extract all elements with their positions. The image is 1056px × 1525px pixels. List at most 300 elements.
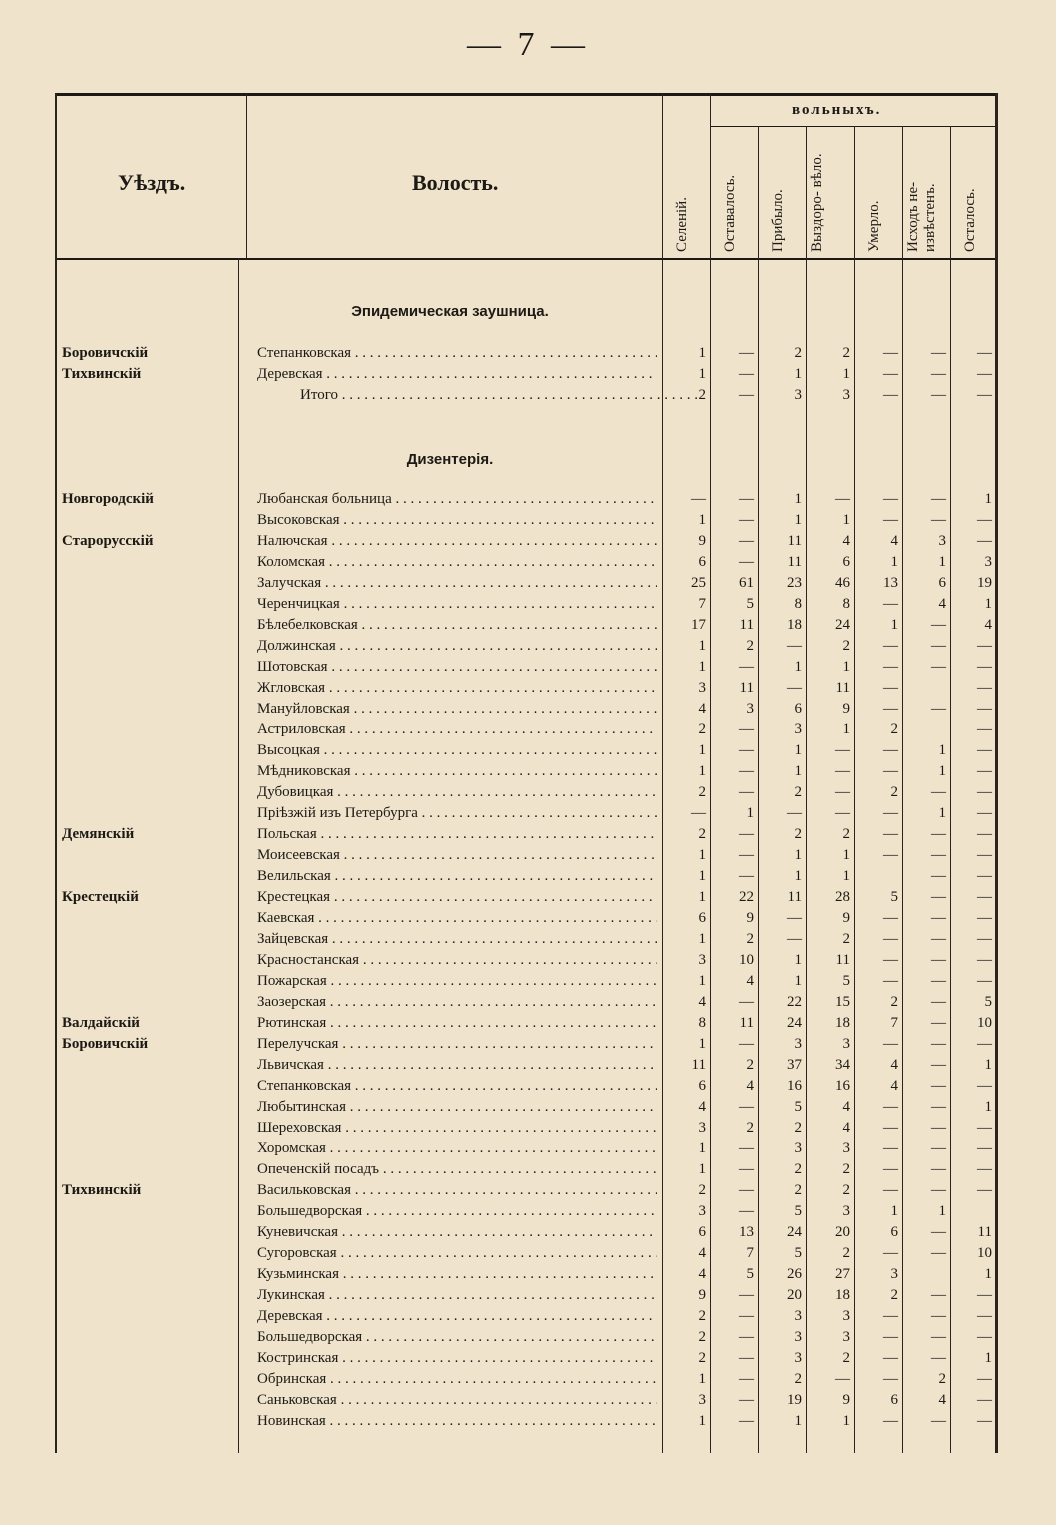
value-cell: 4 xyxy=(698,700,706,717)
value-cell: — xyxy=(977,1308,992,1325)
value-cell: 4 xyxy=(938,1391,946,1408)
value-cell: 6 xyxy=(842,553,850,570)
table-row xyxy=(0,1180,1056,1200)
table-row xyxy=(0,1411,1056,1431)
value-cell: 3 xyxy=(842,1140,850,1157)
value-cell: 11 xyxy=(691,1056,706,1073)
volost-cell: Высоковская . . . xyxy=(257,510,657,530)
value-cell: 24 xyxy=(835,616,850,633)
value-cell: — xyxy=(977,1140,992,1157)
table-row xyxy=(0,385,1056,405)
value-cell: — xyxy=(931,658,946,675)
value-cell: 6 xyxy=(890,1224,898,1241)
value-cell: — xyxy=(739,826,754,843)
value-cell: 2 xyxy=(890,993,898,1010)
value-cell: — xyxy=(739,658,754,675)
table-row xyxy=(0,992,1056,1012)
header-volost: Волость. xyxy=(412,170,499,195)
value-cell: — xyxy=(883,679,898,696)
value-cell: — xyxy=(977,345,992,361)
value-cell: — xyxy=(739,784,754,801)
value-cell: — xyxy=(977,1287,992,1304)
table-row xyxy=(0,1243,1056,1263)
volost-cell: Мѣдниковская . . . xyxy=(257,761,657,781)
value-cell: — xyxy=(883,365,898,382)
value-cell: — xyxy=(883,1119,898,1136)
header-col-arrived: Прибыло. xyxy=(770,189,786,252)
volost-cell: Мануйловская . . . xyxy=(257,699,657,719)
value-cell: — xyxy=(883,972,898,989)
value-cell: — xyxy=(883,637,898,654)
value-cell: 2 xyxy=(794,1119,802,1136)
value-cell: 2 xyxy=(842,1161,850,1178)
uezd-cell: Новгородскій xyxy=(62,491,154,507)
value-cell: — xyxy=(835,784,850,801)
value-cell: 37 xyxy=(787,1056,802,1073)
table-row xyxy=(0,1076,1056,1096)
value-cell: — xyxy=(787,637,802,654)
table-row xyxy=(0,594,1056,614)
table-row xyxy=(0,1097,1056,1117)
value-cell: 16 xyxy=(835,1077,850,1094)
value-cell: — xyxy=(739,553,754,570)
value-cell: 16 xyxy=(787,1077,802,1094)
value-cell: — xyxy=(883,345,898,361)
value-cell: — xyxy=(931,1119,946,1136)
value-cell: 3 xyxy=(794,386,802,403)
value-cell: — xyxy=(931,847,946,864)
value-cell: 1 xyxy=(984,1349,992,1366)
header-uezd: Уѣздъ. xyxy=(118,170,186,195)
volost-cell: Польская . . . xyxy=(257,824,657,844)
value-cell: 2 xyxy=(746,637,754,654)
value-cell: 2 xyxy=(746,930,754,947)
volost-cell: Заозерская . . . xyxy=(257,992,657,1012)
value-cell: 1 xyxy=(890,553,898,570)
table-row xyxy=(0,699,1056,719)
volost-cell: Куневичская . . . xyxy=(257,1222,657,1242)
volost-cell: Залучская . . . xyxy=(257,573,657,593)
value-cell: 3 xyxy=(794,1329,802,1345)
value-cell: 3 xyxy=(794,721,802,738)
value-cell: 2 xyxy=(890,784,898,801)
value-cell: 2 xyxy=(794,784,802,801)
table-row xyxy=(0,887,1056,907)
value-cell: 2 xyxy=(746,1056,754,1073)
value-cell: — xyxy=(787,910,802,926)
table-row xyxy=(0,552,1056,572)
top-rule xyxy=(55,93,995,96)
value-cell: 13 xyxy=(883,574,898,591)
table-row xyxy=(0,489,1056,509)
value-cell: 1 xyxy=(794,972,802,989)
value-cell: — xyxy=(739,511,754,528)
header-free-group: вольныхъ. xyxy=(792,102,882,118)
value-cell: 4 xyxy=(698,1098,706,1115)
value-cell: — xyxy=(931,868,946,885)
value-cell: — xyxy=(931,345,946,361)
value-cell: 2 xyxy=(794,1182,802,1199)
value-cell: — xyxy=(883,511,898,528)
value-cell: 1 xyxy=(984,1098,992,1115)
value-cell: 8 xyxy=(794,595,802,612)
value-cell: 18 xyxy=(835,1287,850,1304)
value-cell: 2 xyxy=(938,1370,946,1387)
value-cell: 1 xyxy=(698,637,706,654)
value-cell: — xyxy=(787,679,802,696)
volost-cell: Пріѣзжій изъ Петербурга . . . xyxy=(257,803,657,823)
uezd-cell: Тихвинскій xyxy=(62,1182,142,1199)
value-cell: 2 xyxy=(842,1245,850,1262)
value-cell: — xyxy=(883,763,898,780)
value-cell: — xyxy=(931,951,946,968)
value-cell: 3 xyxy=(698,1119,706,1136)
value-cell: 2 xyxy=(794,345,802,361)
value-cell: 1 xyxy=(794,951,802,968)
value-cell: 11 xyxy=(787,553,802,570)
table-row xyxy=(0,615,1056,635)
value-cell: — xyxy=(883,700,898,717)
value-cell: — xyxy=(739,1391,754,1408)
value-cell: 4 xyxy=(746,1077,754,1094)
value-cell: — xyxy=(977,784,992,801)
value-cell: — xyxy=(739,1035,754,1052)
value-cell: 15 xyxy=(835,993,850,1010)
value-cell: — xyxy=(931,1077,946,1094)
value-cell: 2 xyxy=(698,1182,706,1199)
value-cell: — xyxy=(739,491,754,507)
value-cell: 10 xyxy=(739,951,754,968)
value-cell: — xyxy=(977,868,992,885)
value-cell: — xyxy=(977,930,992,947)
value-cell: — xyxy=(739,1287,754,1304)
table-row xyxy=(0,1348,1056,1368)
value-cell: 1 xyxy=(794,742,802,759)
value-cell: 6 xyxy=(890,1391,898,1408)
volost-cell: Саньковская . . . xyxy=(257,1390,657,1410)
volost-cell: Каевская . . . xyxy=(257,908,657,928)
section-title-dysentery: Дизентерія. xyxy=(406,451,494,468)
volost-cell: Новинская . . . xyxy=(257,1411,657,1431)
value-cell: — xyxy=(931,1412,946,1429)
value-cell: 34 xyxy=(835,1056,850,1073)
value-cell: — xyxy=(931,972,946,989)
volost-cell: Жгловская . . . xyxy=(257,678,657,698)
value-cell: — xyxy=(931,1182,946,1199)
value-cell: 1 xyxy=(698,972,706,989)
value-cell: 1 xyxy=(698,868,706,885)
value-cell: — xyxy=(931,1224,946,1241)
value-cell: 10 xyxy=(977,1014,992,1031)
value-cell: 3 xyxy=(698,1203,706,1220)
value-cell: — xyxy=(977,1161,992,1178)
volost-cell: Коломская . . . xyxy=(257,552,657,572)
value-cell: 9 xyxy=(698,532,706,549)
table-row xyxy=(0,1013,1056,1033)
value-cell: 9 xyxy=(698,1287,706,1304)
value-cell: — xyxy=(977,1370,992,1387)
value-cell: 4 xyxy=(842,532,850,549)
table-row xyxy=(0,1306,1056,1326)
value-cell: 11 xyxy=(739,616,754,633)
value-cell: — xyxy=(739,763,754,780)
value-cell: 10 xyxy=(977,1245,992,1262)
value-cell: — xyxy=(977,951,992,968)
value-cell: 1 xyxy=(794,847,802,864)
value-cell: 2 xyxy=(746,1119,754,1136)
value-cell: 3 xyxy=(794,1140,802,1157)
value-cell: 9 xyxy=(842,700,850,717)
value-cell: 5 xyxy=(794,1098,802,1115)
value-cell: 22 xyxy=(739,889,754,906)
value-cell: — xyxy=(739,742,754,759)
value-cell: — xyxy=(739,1308,754,1325)
value-cell: — xyxy=(977,742,992,759)
value-cell: 1 xyxy=(698,511,706,528)
value-cell: — xyxy=(883,1140,898,1157)
value-cell: — xyxy=(977,889,992,906)
value-cell: — xyxy=(835,491,850,507)
value-cell: 2 xyxy=(842,930,850,947)
value-cell: 1 xyxy=(842,511,850,528)
value-cell: 1 xyxy=(938,805,946,822)
value-cell: — xyxy=(977,972,992,989)
value-cell: 1 xyxy=(794,868,802,885)
value-cell: — xyxy=(977,532,992,549)
value-cell: 1 xyxy=(794,763,802,780)
value-cell: — xyxy=(739,345,754,361)
value-cell: — xyxy=(787,930,802,947)
volost-cell: Любытинская . . . xyxy=(257,1097,657,1117)
table-row xyxy=(0,845,1056,865)
value-cell: — xyxy=(931,910,946,926)
value-cell: 61 xyxy=(739,574,754,591)
value-cell: 2 xyxy=(842,637,850,654)
value-cell: — xyxy=(883,847,898,864)
value-cell: — xyxy=(739,993,754,1010)
value-cell: — xyxy=(883,658,898,675)
value-cell: 1 xyxy=(698,1140,706,1157)
volost-cell: Налючская . . . xyxy=(257,531,657,551)
volost-cell: Моисеевская . . . xyxy=(257,845,657,865)
table-row xyxy=(0,531,1056,551)
value-cell: 1 xyxy=(794,491,802,507)
value-cell: 7 xyxy=(890,1014,898,1031)
value-cell: 2 xyxy=(842,1349,850,1366)
value-cell: — xyxy=(977,1412,992,1429)
value-cell: 20 xyxy=(787,1287,802,1304)
value-cell: 2 xyxy=(794,1370,802,1387)
value-cell: 2 xyxy=(890,721,898,738)
value-cell: 2 xyxy=(698,1329,706,1345)
value-cell: — xyxy=(977,658,992,675)
volost-cell: Дубовицкая . . . xyxy=(257,782,657,802)
value-cell: — xyxy=(931,637,946,654)
value-cell: 8 xyxy=(842,595,850,612)
volost-cell: Крестецкая . . . xyxy=(257,887,657,907)
value-cell: — xyxy=(931,930,946,947)
table-row xyxy=(0,719,1056,739)
value-cell: — xyxy=(739,1182,754,1199)
value-cell: — xyxy=(883,1098,898,1115)
value-cell: 1 xyxy=(842,847,850,864)
volost-cell: Степанковская . . . xyxy=(257,1076,657,1096)
value-cell: — xyxy=(931,1329,946,1345)
value-cell: — xyxy=(883,1370,898,1387)
value-cell: — xyxy=(977,1329,992,1345)
value-cell: 2 xyxy=(890,1287,898,1304)
value-cell: — xyxy=(787,805,802,822)
table-row xyxy=(0,510,1056,530)
value-cell: 18 xyxy=(787,616,802,633)
value-cell: 2 xyxy=(842,826,850,843)
header-col-remaining: Осталось. xyxy=(962,188,978,252)
value-cell: 1 xyxy=(842,658,850,675)
volost-cell: Красностанская . . . xyxy=(257,950,657,970)
value-cell: 3 xyxy=(842,1203,850,1220)
value-cell: 19 xyxy=(787,1391,802,1408)
value-cell: — xyxy=(691,491,706,507)
value-cell: 1 xyxy=(842,1412,850,1429)
volost-cell: Зайцевская . . . xyxy=(257,929,657,949)
value-cell: 4 xyxy=(890,1056,898,1073)
volost-cell: Кузьминская . . . xyxy=(257,1264,657,1284)
value-cell: 4 xyxy=(842,1119,850,1136)
uezd-cell: Валдайскій xyxy=(62,1014,140,1031)
table-row xyxy=(0,950,1056,970)
value-cell: 9 xyxy=(842,910,850,926)
value-cell: — xyxy=(931,1140,946,1157)
page-number: — 7 — xyxy=(467,26,589,63)
value-cell: 1 xyxy=(698,1412,706,1429)
value-cell: 11 xyxy=(739,679,754,696)
value-cell: 2 xyxy=(794,1161,802,1178)
value-cell: — xyxy=(931,365,946,382)
header-col-recovered: Выздоро- вѣло. xyxy=(809,153,825,252)
value-cell: — xyxy=(739,868,754,885)
table-row xyxy=(0,929,1056,949)
value-cell: — xyxy=(931,784,946,801)
value-cell: 2 xyxy=(698,721,706,738)
value-cell: — xyxy=(691,805,706,822)
value-cell: 3 xyxy=(842,1308,850,1325)
value-cell: 1 xyxy=(698,847,706,864)
value-cell: 4 xyxy=(984,616,992,633)
volost-cell: Шереховская . . . xyxy=(257,1118,657,1138)
value-cell: 4 xyxy=(698,993,706,1010)
volost-cell: Перелучская . . . xyxy=(257,1034,657,1054)
uezd-cell: Старорусскій xyxy=(62,532,154,549)
value-cell: 9 xyxy=(746,910,754,926)
volost-cell: Рютинская . . . xyxy=(257,1013,657,1033)
volost-cell: Костринская . . . xyxy=(257,1348,657,1368)
value-cell: 1 xyxy=(698,889,706,906)
value-cell: — xyxy=(977,1391,992,1408)
value-cell: 18 xyxy=(835,1014,850,1031)
volost-cell: Деревская . . . xyxy=(257,364,657,384)
table-row xyxy=(0,364,1056,384)
value-cell: — xyxy=(931,1014,946,1031)
table-row xyxy=(0,678,1056,698)
table-row xyxy=(0,1327,1056,1347)
value-cell: — xyxy=(739,1161,754,1178)
value-cell: — xyxy=(977,847,992,864)
value-cell: — xyxy=(883,491,898,507)
value-cell: 4 xyxy=(698,1266,706,1283)
value-cell: 1 xyxy=(794,1412,802,1429)
value-cell: — xyxy=(977,805,992,822)
value-cell: 27 xyxy=(835,1266,850,1283)
value-cell: — xyxy=(931,1308,946,1325)
value-cell: — xyxy=(739,386,754,403)
value-cell: 4 xyxy=(698,1245,706,1262)
table-row xyxy=(0,1222,1056,1242)
header-col-settlements: Селеній. xyxy=(674,197,690,252)
uezd-cell: Демянскій xyxy=(62,826,135,843)
value-cell: — xyxy=(883,1349,898,1366)
volost-cell: Шотовская . . . xyxy=(257,657,657,677)
group-header-rule xyxy=(710,126,995,127)
table-row xyxy=(0,1369,1056,1389)
value-cell: 1 xyxy=(938,553,946,570)
value-cell: — xyxy=(883,805,898,822)
value-cell: 3 xyxy=(938,532,946,549)
value-cell: — xyxy=(883,1035,898,1052)
value-cell: — xyxy=(931,1098,946,1115)
table-row xyxy=(0,803,1056,823)
volost-cell: Должинская . . . xyxy=(257,636,657,656)
volost-cell: Деревская . . . xyxy=(257,1306,657,1326)
section-title-mumps: Эпидемическая заушница. xyxy=(351,303,549,320)
table-row xyxy=(0,1390,1056,1410)
table-row xyxy=(0,1118,1056,1138)
value-cell: 23 xyxy=(787,574,802,591)
value-cell: — xyxy=(977,679,992,696)
value-cell: — xyxy=(835,805,850,822)
value-cell: 7 xyxy=(746,1245,754,1262)
table-row xyxy=(0,343,1056,363)
value-cell: 8 xyxy=(698,1014,706,1031)
value-cell: — xyxy=(931,1245,946,1262)
value-cell: 4 xyxy=(938,595,946,612)
table-row xyxy=(0,636,1056,656)
volost-cell: Итого . . . xyxy=(300,385,700,405)
value-cell: 11 xyxy=(787,889,802,906)
value-cell: — xyxy=(739,1140,754,1157)
volost-cell: Лукинская . . . xyxy=(257,1285,657,1305)
value-cell: 3 xyxy=(842,386,850,403)
volost-cell: Васильковская . . . xyxy=(257,1180,657,1200)
value-cell: 2 xyxy=(698,386,706,403)
value-cell: 1 xyxy=(698,1161,706,1178)
value-cell: 9 xyxy=(842,1391,850,1408)
value-cell: 28 xyxy=(835,889,850,906)
value-cell: — xyxy=(883,742,898,759)
value-cell: — xyxy=(739,532,754,549)
value-cell: 3 xyxy=(698,679,706,696)
volost-cell: Обринская . . . xyxy=(257,1369,657,1389)
value-cell: 4 xyxy=(890,1077,898,1094)
value-cell: 2 xyxy=(698,1349,706,1366)
value-cell: 17 xyxy=(691,616,706,633)
value-cell: 3 xyxy=(794,1035,802,1052)
value-cell: 11 xyxy=(977,1224,992,1241)
volost-cell: Любанская больница . . . xyxy=(257,489,657,509)
value-cell: 24 xyxy=(787,1014,802,1031)
volost-cell: Степанковская . . . xyxy=(257,343,657,363)
value-cell: — xyxy=(931,889,946,906)
value-cell: — xyxy=(739,365,754,382)
